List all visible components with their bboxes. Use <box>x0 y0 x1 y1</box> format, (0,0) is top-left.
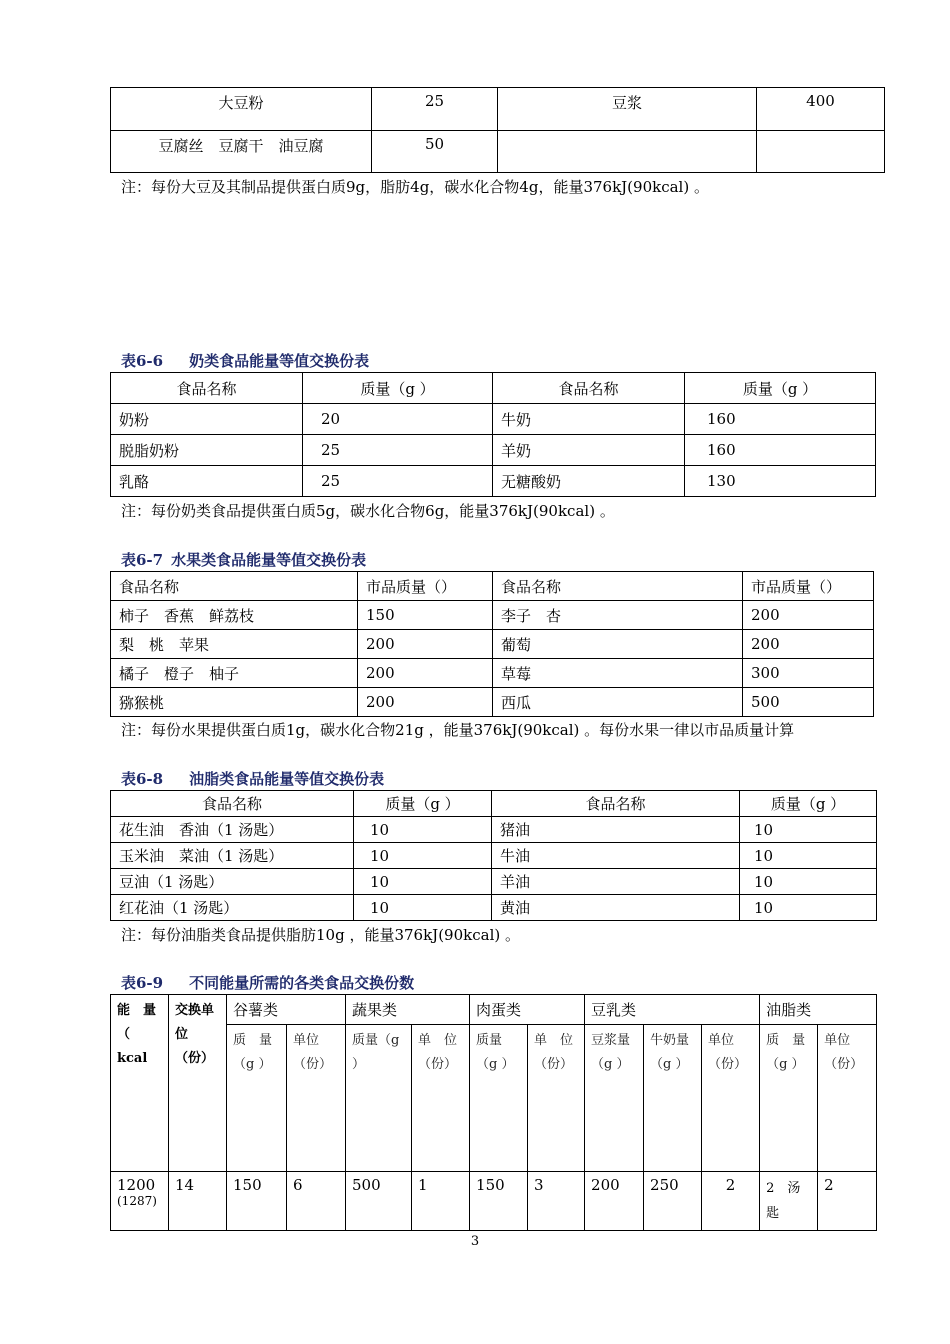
table-6-6-caption: 表6-6 奶类食品能量等值交换份表 <box>121 352 370 370</box>
table-row: 柿子 香蕉 鲜荔枝 150 李子 杏 200 <box>111 601 874 630</box>
page-number: 3 <box>470 1234 480 1249</box>
table-6-9-caption: 表6-9 不同能量所需的各类食品交换份数 <box>121 974 415 992</box>
oil-exchange-table <box>110 790 877 921</box>
table-6-8-caption: 表6-8 油脂类食品能量等值交换份表 <box>121 770 385 788</box>
table-header-row: 食品名称 市品质量（） 食品名称 市品质量（） <box>111 572 874 601</box>
table-row: 豆腐丝 豆腐干 油豆腐 50 <box>111 131 885 173</box>
oil-note: 注：每份油脂类食品提供脂肪10g ，能量376kJ(90kcal) 。 <box>121 926 520 944</box>
table-6-7-caption: 表6-7 水果类食品能量等值交换份表 <box>121 551 367 569</box>
dairy-exchange-table <box>110 372 876 497</box>
fruit-exchange-table <box>110 571 874 717</box>
energy-exchange-table <box>110 994 877 1231</box>
table-row: 梨 桃 苹果 200 葡萄 200 <box>111 630 874 659</box>
table-row: 猕猴桃 200 西瓜 500 <box>111 688 874 717</box>
soy-note: 注：每份大豆及其制品提供蛋白质9g，脂肪4g，碳水化合物4g，能量376kJ(90kcal) 。 <box>121 178 709 196</box>
table-header-row: 食品名称 质量（g ） 食品名称 质量（g ） <box>111 373 876 404</box>
table-row: 大豆粉 25 豆浆 400 <box>111 88 885 131</box>
table-header-row: 食品名称 质量（g ） 食品名称 质量（g ） <box>111 791 877 817</box>
table-row: 1200 (1287) 14 150 6 500 1 150 3 200 250 2 2 汤匙 2 <box>111 1172 877 1231</box>
table-row: 橘子 橙子 柚子 200 草莓 300 <box>111 659 874 688</box>
dairy-note: 注：每份奶类食品提供蛋白质5g，碳水化合物6g，能量376kJ(90kcal) 。 <box>121 502 615 520</box>
table-row: 奶粉 20 牛奶 160 <box>111 404 876 435</box>
table-row: 豆油（1 汤匙） 10 羊油 10 <box>111 869 877 895</box>
table-row: 花生油 香油（1 汤匙） 10 猪油 10 <box>111 817 877 843</box>
fruit-note: 注：每份水果提供蛋白质1g，碳水化合物21g ，能量376kJ(90kcal) 。每份水果一律以市品质量计算 <box>121 721 795 739</box>
table-row: 乳酪 25 无糖酸奶 130 <box>111 466 876 497</box>
table-row: 玉米油 菜油（1 汤匙） 10 牛油 10 <box>111 843 877 869</box>
energy-cell: 1200 (1287) <box>111 1172 169 1231</box>
table-row: 红花油（1 汤匙） 10 黄油 10 <box>111 895 877 921</box>
table-header-row: 能 量（ kcal 交换单位（份） 谷薯类 蔬果类 肉蛋类 豆乳类 油脂类 <box>111 995 877 1025</box>
soy-products-table <box>110 87 885 173</box>
table-subheader-row: 质 量（g ） 单位（份） 质量（g ） 单 位（份） 质量（g ） 单 位（份） 豆浆量（g ） 牛奶量（g ） 单位（份） 质 量（g ） 单位（份） <box>111 1025 877 1172</box>
table-row: 脱脂奶粉 25 羊奶 160 <box>111 435 876 466</box>
